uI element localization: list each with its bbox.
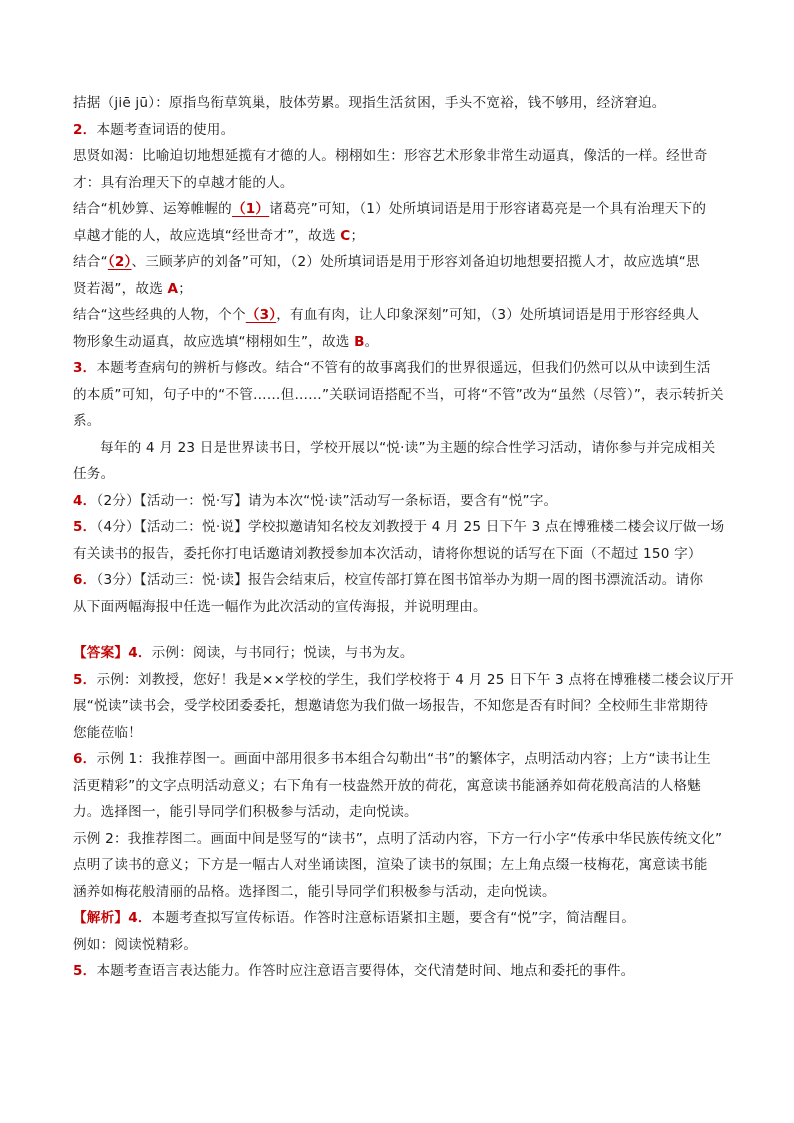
paragraph-line: [73, 640, 733, 667]
blank-marker: （2）: [107, 254, 132, 270]
text: 结合“机妙算、运筹帷幄的: [73, 201, 232, 217]
paragraph-line: [73, 90, 733, 117]
answer-choice: A: [167, 280, 179, 297]
paragraph-line: [73, 488, 733, 515]
text: （4分）【活动二：悦·说】学校拟邀请知名校友刘教授于 4 月 25 日下午 3 点在博雅楼二楼会议厅做一场: [96, 519, 725, 535]
text: 本题考查词语的使用。: [96, 121, 235, 138]
paragraph-line: [73, 932, 733, 959]
paragraph-line: [73, 435, 733, 462]
text: 您能莅临！: [73, 724, 142, 741]
text: 思贤如渴：比喻迫切地想延揽有才德的人。栩栩如生：形容艺术形象非常生动逼真，像活的一样。经世奇: [73, 148, 708, 164]
question-number: 4．: [128, 645, 152, 661]
text: 从下面两幅海报中任选一幅作为此次活动的宣传海报，并说明理由。: [73, 598, 487, 615]
text: 系。: [73, 413, 101, 429]
text: 涵养如梅花般清丽的品格。选择图二，能引导同学们积极参与活动，走向悦读。: [73, 883, 556, 900]
text: 结合“这些经典的人物，个个: [73, 307, 246, 323]
paragraph-line: [73, 196, 733, 223]
paragraph-line: [73, 826, 733, 853]
question-number: 6．: [73, 572, 97, 588]
answer-choice: B: [354, 333, 365, 350]
paragraph-line: [73, 302, 733, 329]
text: 本题考查拟写宣传标语。作答时注意标语紧扣主题，要含有“悦”字，简洁醒目。: [151, 910, 636, 926]
text: 物形象生动逼真，故应选填“栩栩如生”，故选: [73, 333, 355, 350]
text: 的本质”可知，句子中的“不管……但……”关联词语搭配不当，可将“不管”改为“虽然（尽管）”，表示转折关: [73, 386, 724, 403]
text: 有关读书的报告，委托你打电话邀请刘教授参加本次活动，请将你想说的话写在下面（不超过 150 字）: [73, 545, 702, 562]
paragraph-line: [73, 408, 733, 435]
question-number: 2．: [73, 121, 97, 138]
text: 展“悦读”读书会，受学校团委委托，想邀请您为我们做一场报告，不知您是否有时间？全校师生非常期待: [73, 698, 709, 714]
text: 示例：阅读，与书同行；悦读，与书为友。: [151, 645, 414, 661]
paragraph-line: [73, 249, 733, 276]
text: 每年的 4 月 23 日是世界读书日，学校开展以“悦·读”为主题的综合性学习活动，请你参与并完成相关: [100, 439, 716, 456]
text: 拮据（jiē jū）：原指鸟衔草筑巢，肢体劳累。现指生活贫困，手头不宽裕，钱不够用，经济窘迫。: [73, 95, 666, 111]
paragraph-line: [73, 117, 733, 144]
question-number: 4．: [128, 910, 152, 926]
blank-marker: （1）: [231, 201, 270, 217]
text: 任务。: [73, 466, 115, 482]
paragraph-line: [73, 594, 733, 621]
paragraph-line: [73, 461, 733, 488]
text: ；: [178, 280, 193, 297]
text: 卓越才能的人，故应选填“经世奇才”，故选: [73, 227, 341, 244]
paragraph-line: [73, 852, 733, 879]
text: ；: [350, 227, 365, 244]
text: 结合“: [73, 254, 108, 270]
paragraph-line: [73, 355, 733, 382]
text: 力。选择图一，能引导同学们积极参与活动，走向悦读。: [73, 804, 418, 820]
paragraph-line: [73, 541, 733, 568]
paragraph-line: [73, 667, 733, 694]
text: ，有血有肉，让人印象深刻”可知，（3）处所填词语是用于形容经典人: [276, 307, 700, 323]
question-number: 5．: [73, 519, 97, 535]
document-page: [73, 90, 733, 985]
text: 、三顾茅庐的刘备”可知，（2）处所填词语是用于形容刘备迫切地想要招揽人才，故应选填“思: [131, 254, 700, 270]
text: 贤若渴”，故选: [73, 280, 168, 297]
text: 示例 2：我推荐图二。画面中间是竖写的“读书”，点明了活动内容，下方一行小字“传承中华民族传统文化”: [73, 830, 723, 847]
blank-marker: （3）: [245, 307, 277, 323]
text: 诸葛亮”可知，（1）处所填词语是用于形容诸葛亮是一个具有治理天下的: [269, 201, 707, 217]
question-number: 4．: [73, 492, 97, 509]
text: （2分）【活动一：悦·写】请为本次“悦·读”活动写一条标语，要含有“悦”字。: [96, 492, 558, 509]
spacer: [73, 620, 733, 640]
paragraph-line: [73, 382, 733, 409]
question-number: 3．: [73, 360, 97, 376]
text: （3分）【活动三：悦·读】报告会结束后，校宣传部打算在图书馆举办为期一周的图书漂流活动。请你: [96, 572, 704, 588]
paragraph-line: [73, 799, 733, 826]
paragraph-line: [73, 773, 733, 800]
paragraph-line: [73, 693, 733, 720]
text: 点明了读书的意义；下方是一幅古人对坐诵读图，渲染了读书的氛围；左上角点缀一枝梅花，寓意读书能: [73, 857, 708, 873]
paragraph-line: [73, 879, 733, 906]
text: 本题考查病句的辨析与修改。结合“不管有的故事离我们的世界很遥远，但我们仍然可以从中读到生活: [96, 360, 711, 376]
text: 例如：阅读悦精彩。: [73, 936, 198, 953]
paragraph-line: [73, 567, 733, 594]
answer-tag: 【答案】: [73, 645, 129, 661]
text: 本题考查语言表达能力。作答时应注意语言要得体，交代清楚时间、地点和委托的事件。: [96, 963, 635, 979]
paragraph-line: [73, 276, 733, 303]
text: 示例 1：我推荐图一。画面中部用很多书本组合勾勒出“书”的繁体字，点明活动内容；上方“读书让生: [96, 751, 711, 767]
text: 示例：刘教授，您好！我是××学校的学生，我们学校将于 4 月 25 日下午 3 点将在博雅楼二楼会议厅开: [96, 671, 734, 688]
question-number: 5．: [73, 671, 97, 688]
text: 。: [364, 333, 379, 350]
paragraph-line: [73, 905, 733, 932]
paragraph-line: [73, 143, 733, 170]
paragraph-line: [73, 746, 733, 773]
paragraph-line: [73, 958, 733, 985]
text: 才：具有治理天下的卓越才能的人。: [73, 174, 294, 191]
question-number: 5．: [73, 963, 97, 979]
paragraph-line: [73, 170, 733, 197]
paragraph-line: [73, 329, 733, 356]
paragraph-line: [73, 223, 733, 250]
analysis-tag: 【解析】: [73, 910, 129, 926]
paragraph-line: [73, 514, 733, 541]
paragraph-line: [73, 720, 733, 747]
text: 活更精彩”的文字点明活动意义；右下角有一枝盎然开放的荷花，寓意读书能涵养如荷花般高洁的人格魅: [73, 777, 701, 794]
answer-choice: C: [340, 227, 351, 244]
question-number: 6．: [73, 751, 97, 767]
